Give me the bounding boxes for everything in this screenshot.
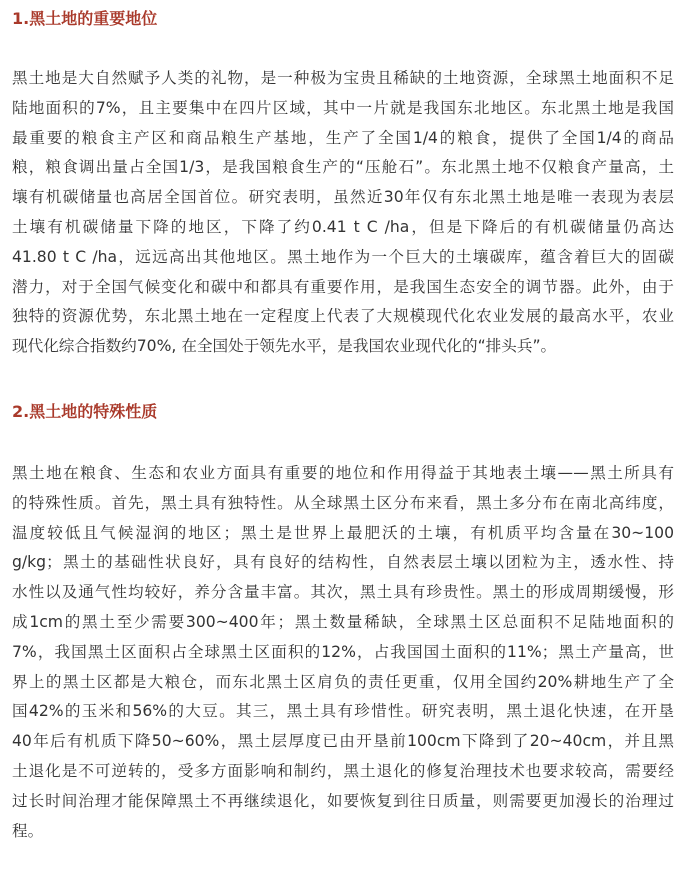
paragraph-line: 的特殊性质。首先，黑土具有独特性。从全球黑土区分布来看，黑土多分布在南北高纬度， [12,493,674,512]
paragraph-line: 土退化是不可逆转的，受多方面影响和制约，黑土退化的修复治理技术也要求较高，需要经 [12,761,674,780]
section-heading-importance: 1.黑土地的重要地位 [12,9,158,28]
paragraph-line: 土壤有机碳储量下降的地区，下降了约0.41 t C /ha，但是下降后的有机碳储量仍高达 [12,217,674,236]
paragraph-line: 最重要的粮食主产区和商品粮生产基地，生产了全国1/4的粮食，提供了全国1/4的商品 [12,128,674,147]
paragraph-line: 黑土地是大自然赋予人类的礼物，是一种极为宝贵且稀缺的土地资源，全球黑土地面积不足 [12,69,674,87]
paragraph-line: 粮，粮食调出量占全国1/3，是我国粮食生产的“压舱石”。东北黑土地不仅粮食产量高，土 [12,158,674,177]
paragraph-properties [12,459,674,846]
paragraph-line: 7%，我国黑土区面积占全球黑土区面积的12%，占我国国土面积的11%；黑土产量高，世 [12,642,674,661]
paragraph-line: 现代化综合指数约70%, 在全国处于领先水平，是我国农业现代化的“排头兵”。 [12,337,557,356]
paragraph-line: 界上的黑土区都是大粮仓，而东北黑土区肩负的责任更重，仅用全国约20%耕地生产了全 [12,672,674,691]
paragraph-line: 国42%的玉米和56%的大豆。其三，黑土具有珍惜性。研究表明，黑土退化快速，在开垦 [12,702,674,721]
paragraph-line: 温度较低且气候湿润的地区；黑土是世界上最肥沃的土壤，有机质平均含量在30~100 [12,523,674,542]
paragraph-line: 40年后有机质下降50~60%，黑土层厚度已由开垦前100cm下降到了20~40cm，并且黑 [12,732,674,751]
paragraph-line: 潜力，对于全国气候变化和碳中和都具有重要作用，是我国生态安全的调节器。此外，由于 [12,277,674,296]
section-heading-properties: 2.黑土地的特殊性质 [12,402,158,421]
paragraph-line: 过长时间治理才能保障黑土不再继续退化，如要恢复到往日质量，则需要更加漫长的治理过 [12,791,674,810]
paragraph-line: 程。 [12,821,44,840]
paragraph-line: g/kg；黑土的基础性状良好，具有良好的结构性，自然表层土壤以团粒为主，透水性、持 [12,553,674,572]
paragraph-line: 陆地面积的7%，且主要集中在四片区域，其中一片就是我国东北地区。东北黑土地是我国 [12,98,674,117]
paragraph-line: 壤有机碳储量也高居全国首位。研究表明，虽然近30年仅有东北黑土地是唯一表现为表层 [12,188,674,207]
paragraph-line: 41.80 t C /ha，远远高出其他地区。黑土地作为一个巨大的土壤碳库，蕴含着巨大的固碳 [12,247,674,266]
paragraph-line: 成1cm的黑土至少需要300~400年；黑土数量稀缺，全球黑土区总面积不足陆地面积的 [12,612,674,631]
paragraph-line: 独特的资源优势，东北黑土地在一定程度上代表了大规模现代化农业发展的最高水平，农业 [12,307,674,326]
paragraph-line: 黑土地在粮食、生态和农业方面具有重要的地位和作用得益于其地表土壤——黑土所具有 [12,464,674,482]
paragraph-importance [12,64,674,362]
paragraph-line: 水性以及通气性均较好，养分含量丰富。其次，黑土具有珍贵性。黑土的形成周期缓慢，形 [12,583,674,602]
